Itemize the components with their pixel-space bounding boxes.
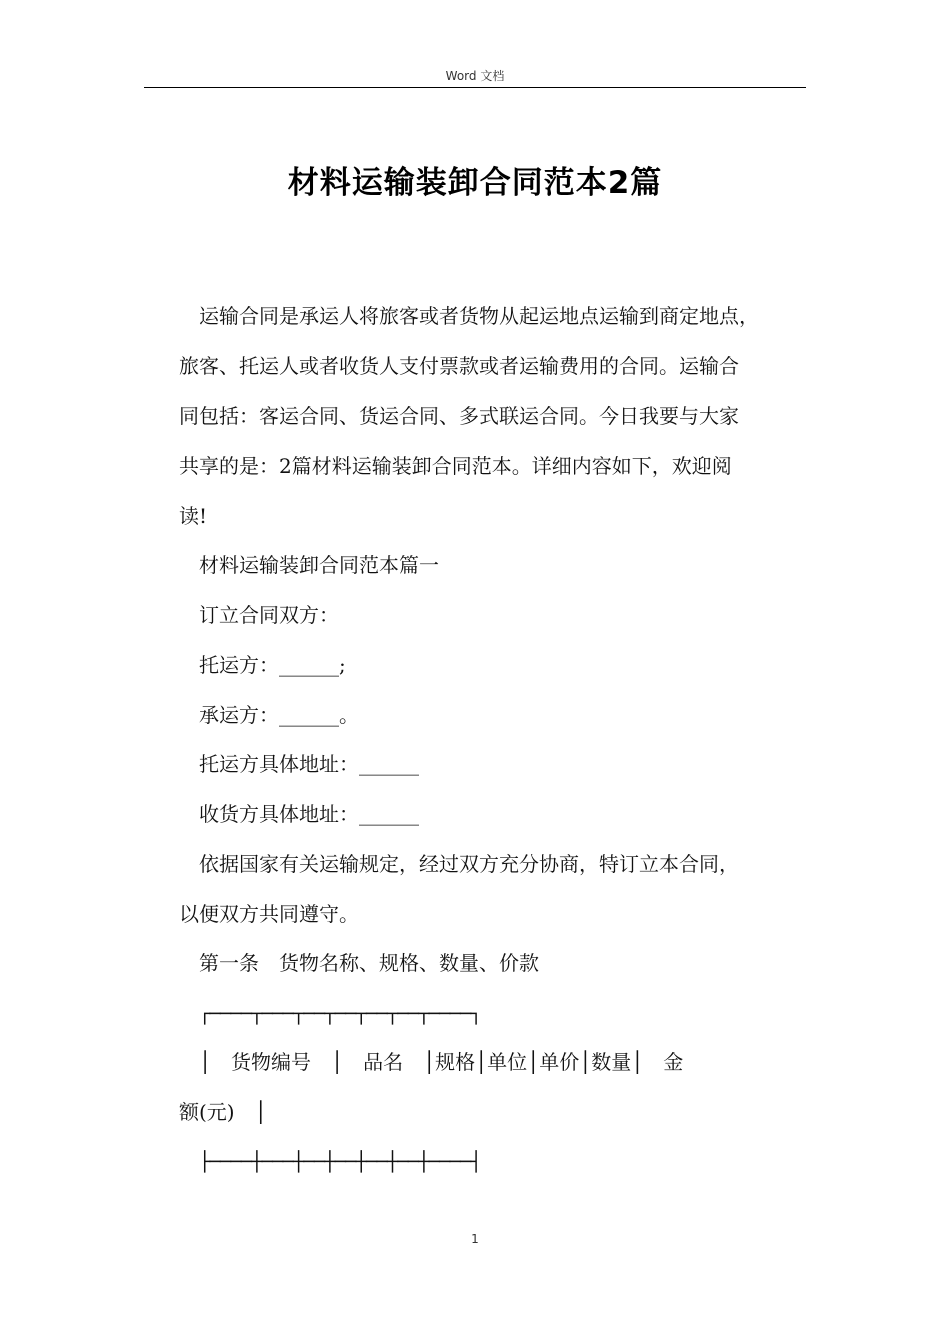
table-header-row-wrap: 额(元) │ bbox=[179, 1100, 267, 1124]
body-line: 读! bbox=[179, 504, 208, 528]
table-border-middle: ├────┼───┼──┼──┼──┼──┼────┤ bbox=[199, 1151, 481, 1173]
body-line: 共享的是：2篇材料运输装卸合同范本。详细内容如下，欢迎阅 bbox=[179, 454, 732, 478]
body-line: 收货方具体地址：______ bbox=[199, 802, 419, 826]
header-text: Word 文档 bbox=[445, 69, 505, 83]
body-line: 同包括：客运合同、货运合同、多式联运合同。今日我要与大家 bbox=[179, 404, 739, 428]
clause-heading: 第一条 货物名称、规格、数量、价款 bbox=[199, 951, 539, 975]
header-divider bbox=[144, 87, 806, 88]
body-line: 依据国家有关运输规定，经过双方充分协商，特订立本合同， bbox=[199, 852, 739, 876]
body-line: 托运方具体地址：______ bbox=[199, 752, 419, 776]
body-line: 托运方：______; bbox=[199, 653, 346, 677]
body-line: 以便双方共同遵守。 bbox=[179, 902, 359, 926]
body-line: 承运方：______。 bbox=[199, 703, 359, 727]
section-heading: 材料运输装卸合同范本篇一 bbox=[199, 553, 439, 577]
body-line: 旅客、托运人或者收货人支付票款或者运输费用的合同。运输合 bbox=[179, 354, 739, 378]
table-header-row: │ 货物编号 │ 品名 │规格│单位│单价│数量│ 金 bbox=[199, 1050, 684, 1074]
body-line: 运输合同是承运人将旅客或者货物从起运地点运输到商定地点， bbox=[199, 304, 759, 328]
table-border-top: ┌────┬───┬──┬──┬──┬──┬────┐ bbox=[199, 1003, 481, 1025]
document-title: 材料运输装卸合同范本2篇 bbox=[287, 165, 663, 201]
page-number: 1 bbox=[471, 1232, 479, 1246]
body-line: 订立合同双方： bbox=[199, 603, 339, 627]
